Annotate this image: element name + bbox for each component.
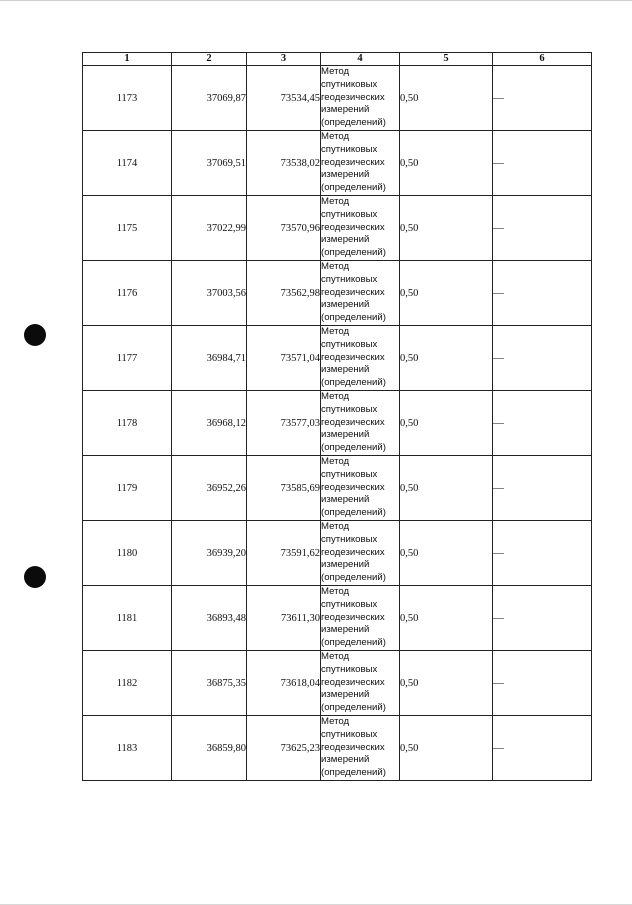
x-coordinate-cell: 36968,12 bbox=[172, 391, 247, 456]
method-line: спутниковых bbox=[321, 338, 378, 350]
method-line: геодезических bbox=[321, 286, 385, 298]
method-line: (определений) bbox=[321, 247, 386, 259]
y-coordinate-cell: 73538,02 bbox=[247, 131, 321, 196]
accuracy-cell: 0,50 bbox=[400, 131, 493, 196]
method-line: Метод bbox=[321, 716, 350, 727]
method-cell bbox=[321, 261, 400, 326]
accuracy-cell: 0,50 bbox=[400, 66, 493, 131]
method-line: спутниковых bbox=[321, 273, 378, 285]
y-coordinate-cell: 73571,04 bbox=[247, 326, 321, 391]
accuracy-cell: 0,50 bbox=[400, 326, 493, 391]
method-line: геодезических bbox=[321, 546, 385, 558]
method-line: спутниковых bbox=[321, 728, 378, 740]
note-cell: — bbox=[493, 456, 592, 521]
header-row bbox=[83, 53, 592, 66]
method-line: измерений bbox=[321, 689, 370, 701]
method-line: (определений) bbox=[321, 767, 386, 779]
method-cell bbox=[321, 521, 400, 586]
method-line: спутниковых bbox=[321, 208, 378, 220]
method-line: измерений bbox=[321, 364, 370, 376]
note-cell: — bbox=[493, 261, 592, 326]
method-line: Метод bbox=[321, 326, 350, 337]
accuracy-cell: 0,50 bbox=[400, 456, 493, 521]
coordinates-table bbox=[82, 52, 592, 781]
x-coordinate-cell: 37003,56 bbox=[172, 261, 247, 326]
note-cell: — bbox=[493, 391, 592, 456]
y-coordinate-cell: 73625,23 bbox=[247, 716, 321, 781]
method-line: измерений bbox=[321, 754, 370, 766]
method-line: Метод bbox=[321, 261, 350, 272]
method-line: (определений) bbox=[321, 377, 386, 389]
method-line: Метод bbox=[321, 651, 350, 662]
x-coordinate-cell: 36984,71 bbox=[172, 326, 247, 391]
method-line: Метод bbox=[321, 196, 350, 207]
method-line: спутниковых bbox=[321, 663, 378, 675]
method-line: (определений) bbox=[321, 572, 386, 584]
x-coordinate-cell: 36893,48 bbox=[172, 586, 247, 651]
x-coordinate-cell: 37022,99 bbox=[172, 196, 247, 261]
table-row bbox=[83, 456, 592, 521]
method-line: спутниковых bbox=[321, 598, 378, 610]
note-cell: — bbox=[493, 66, 592, 131]
accuracy-cell: 0,50 bbox=[400, 391, 493, 456]
x-coordinate-cell: 36952,26 bbox=[172, 456, 247, 521]
method-line: геодезических bbox=[321, 741, 385, 753]
method-cell bbox=[321, 196, 400, 261]
table-row bbox=[83, 651, 592, 716]
point-number-cell: 1174 bbox=[83, 131, 172, 196]
method-cell bbox=[321, 391, 400, 456]
accuracy-cell: 0,50 bbox=[400, 261, 493, 326]
x-coordinate-cell: 36939,20 bbox=[172, 521, 247, 586]
method-line: измерений bbox=[321, 494, 370, 506]
table-row bbox=[83, 586, 592, 651]
method-cell bbox=[321, 716, 400, 781]
y-coordinate-cell: 73618,04 bbox=[247, 651, 321, 716]
y-coordinate-cell: 73570,96 bbox=[247, 196, 321, 261]
point-number-cell: 1179 bbox=[83, 456, 172, 521]
method-line: спутниковых bbox=[321, 533, 378, 545]
method-line: геодезических bbox=[321, 221, 385, 233]
method-line: измерений bbox=[321, 429, 370, 441]
point-number-cell: 1176 bbox=[83, 261, 172, 326]
method-line: измерений bbox=[321, 169, 370, 181]
point-number-cell: 1182 bbox=[83, 651, 172, 716]
column-header: 1 bbox=[83, 53, 172, 66]
y-coordinate-cell: 73534,45 bbox=[247, 66, 321, 131]
point-number-cell: 1181 bbox=[83, 586, 172, 651]
method-line: геодезических bbox=[321, 351, 385, 363]
y-coordinate-cell: 73611,30 bbox=[247, 586, 321, 651]
note-cell: — bbox=[493, 521, 592, 586]
punch-hole bbox=[24, 324, 46, 346]
method-line: (определений) bbox=[321, 442, 386, 454]
method-line: измерений bbox=[321, 104, 370, 116]
note-cell: — bbox=[493, 131, 592, 196]
method-cell bbox=[321, 651, 400, 716]
x-coordinate-cell: 37069,51 bbox=[172, 131, 247, 196]
column-header: 4 bbox=[321, 53, 400, 66]
method-line: Метод bbox=[321, 456, 350, 467]
table-row bbox=[83, 716, 592, 781]
y-coordinate-cell: 73585,69 bbox=[247, 456, 321, 521]
x-coordinate-cell: 37069,87 bbox=[172, 66, 247, 131]
method-line: геодезических bbox=[321, 91, 385, 103]
x-coordinate-cell: 36875,35 bbox=[172, 651, 247, 716]
method-line: геодезических bbox=[321, 611, 385, 623]
method-cell bbox=[321, 66, 400, 131]
point-number-cell: 1175 bbox=[83, 196, 172, 261]
punch-hole bbox=[24, 566, 46, 588]
point-number-cell: 1183 bbox=[83, 716, 172, 781]
method-line: геодезических bbox=[321, 676, 385, 688]
method-cell bbox=[321, 131, 400, 196]
note-cell: — bbox=[493, 586, 592, 651]
note-cell: — bbox=[493, 716, 592, 781]
note-cell: — bbox=[493, 196, 592, 261]
scan-edge-top bbox=[0, 0, 632, 1]
method-line: измерений bbox=[321, 624, 370, 636]
method-line: геодезических bbox=[321, 156, 385, 168]
accuracy-cell: 0,50 bbox=[400, 586, 493, 651]
method-cell bbox=[321, 586, 400, 651]
note-cell: — bbox=[493, 326, 592, 391]
point-number-cell: 1177 bbox=[83, 326, 172, 391]
method-line: спутниковых bbox=[321, 403, 378, 415]
method-line: (определений) bbox=[321, 702, 386, 714]
column-header: 2 bbox=[172, 53, 247, 66]
method-line: измерений bbox=[321, 559, 370, 571]
column-header: 6 bbox=[493, 53, 592, 66]
method-line: Метод bbox=[321, 66, 350, 77]
method-line: Метод bbox=[321, 521, 350, 532]
table-row bbox=[83, 196, 592, 261]
table-row bbox=[83, 391, 592, 456]
accuracy-cell: 0,50 bbox=[400, 196, 493, 261]
method-line: спутниковых bbox=[321, 78, 378, 90]
accuracy-cell: 0,50 bbox=[400, 716, 493, 781]
method-line: Метод bbox=[321, 586, 350, 597]
method-line: Метод bbox=[321, 391, 350, 402]
y-coordinate-cell: 73562,98 bbox=[247, 261, 321, 326]
table-row bbox=[83, 66, 592, 131]
table-row bbox=[83, 261, 592, 326]
method-line: геодезических bbox=[321, 481, 385, 493]
point-number-cell: 1178 bbox=[83, 391, 172, 456]
y-coordinate-cell: 73591,62 bbox=[247, 521, 321, 586]
method-line: (определений) bbox=[321, 507, 386, 519]
method-line: спутниковых bbox=[321, 143, 378, 155]
method-line: (определений) bbox=[321, 312, 386, 324]
method-line: (определений) bbox=[321, 182, 386, 194]
column-header: 3 bbox=[247, 53, 321, 66]
accuracy-cell: 0,50 bbox=[400, 651, 493, 716]
y-coordinate-cell: 73577,03 bbox=[247, 391, 321, 456]
accuracy-cell: 0,50 bbox=[400, 521, 493, 586]
method-line: Метод bbox=[321, 131, 350, 142]
note-cell: — bbox=[493, 651, 592, 716]
table-row bbox=[83, 131, 592, 196]
x-coordinate-cell: 36859,80 bbox=[172, 716, 247, 781]
table-row bbox=[83, 326, 592, 391]
table-row bbox=[83, 521, 592, 586]
method-line: геодезических bbox=[321, 416, 385, 428]
column-header: 5 bbox=[400, 53, 493, 66]
method-cell bbox=[321, 326, 400, 391]
point-number-cell: 1180 bbox=[83, 521, 172, 586]
method-line: (определений) bbox=[321, 637, 386, 649]
method-line: (определений) bbox=[321, 117, 386, 129]
method-cell bbox=[321, 456, 400, 521]
method-line: измерений bbox=[321, 234, 370, 246]
method-line: измерений bbox=[321, 299, 370, 311]
point-number-cell: 1173 bbox=[83, 66, 172, 131]
method-line: спутниковых bbox=[321, 468, 378, 480]
